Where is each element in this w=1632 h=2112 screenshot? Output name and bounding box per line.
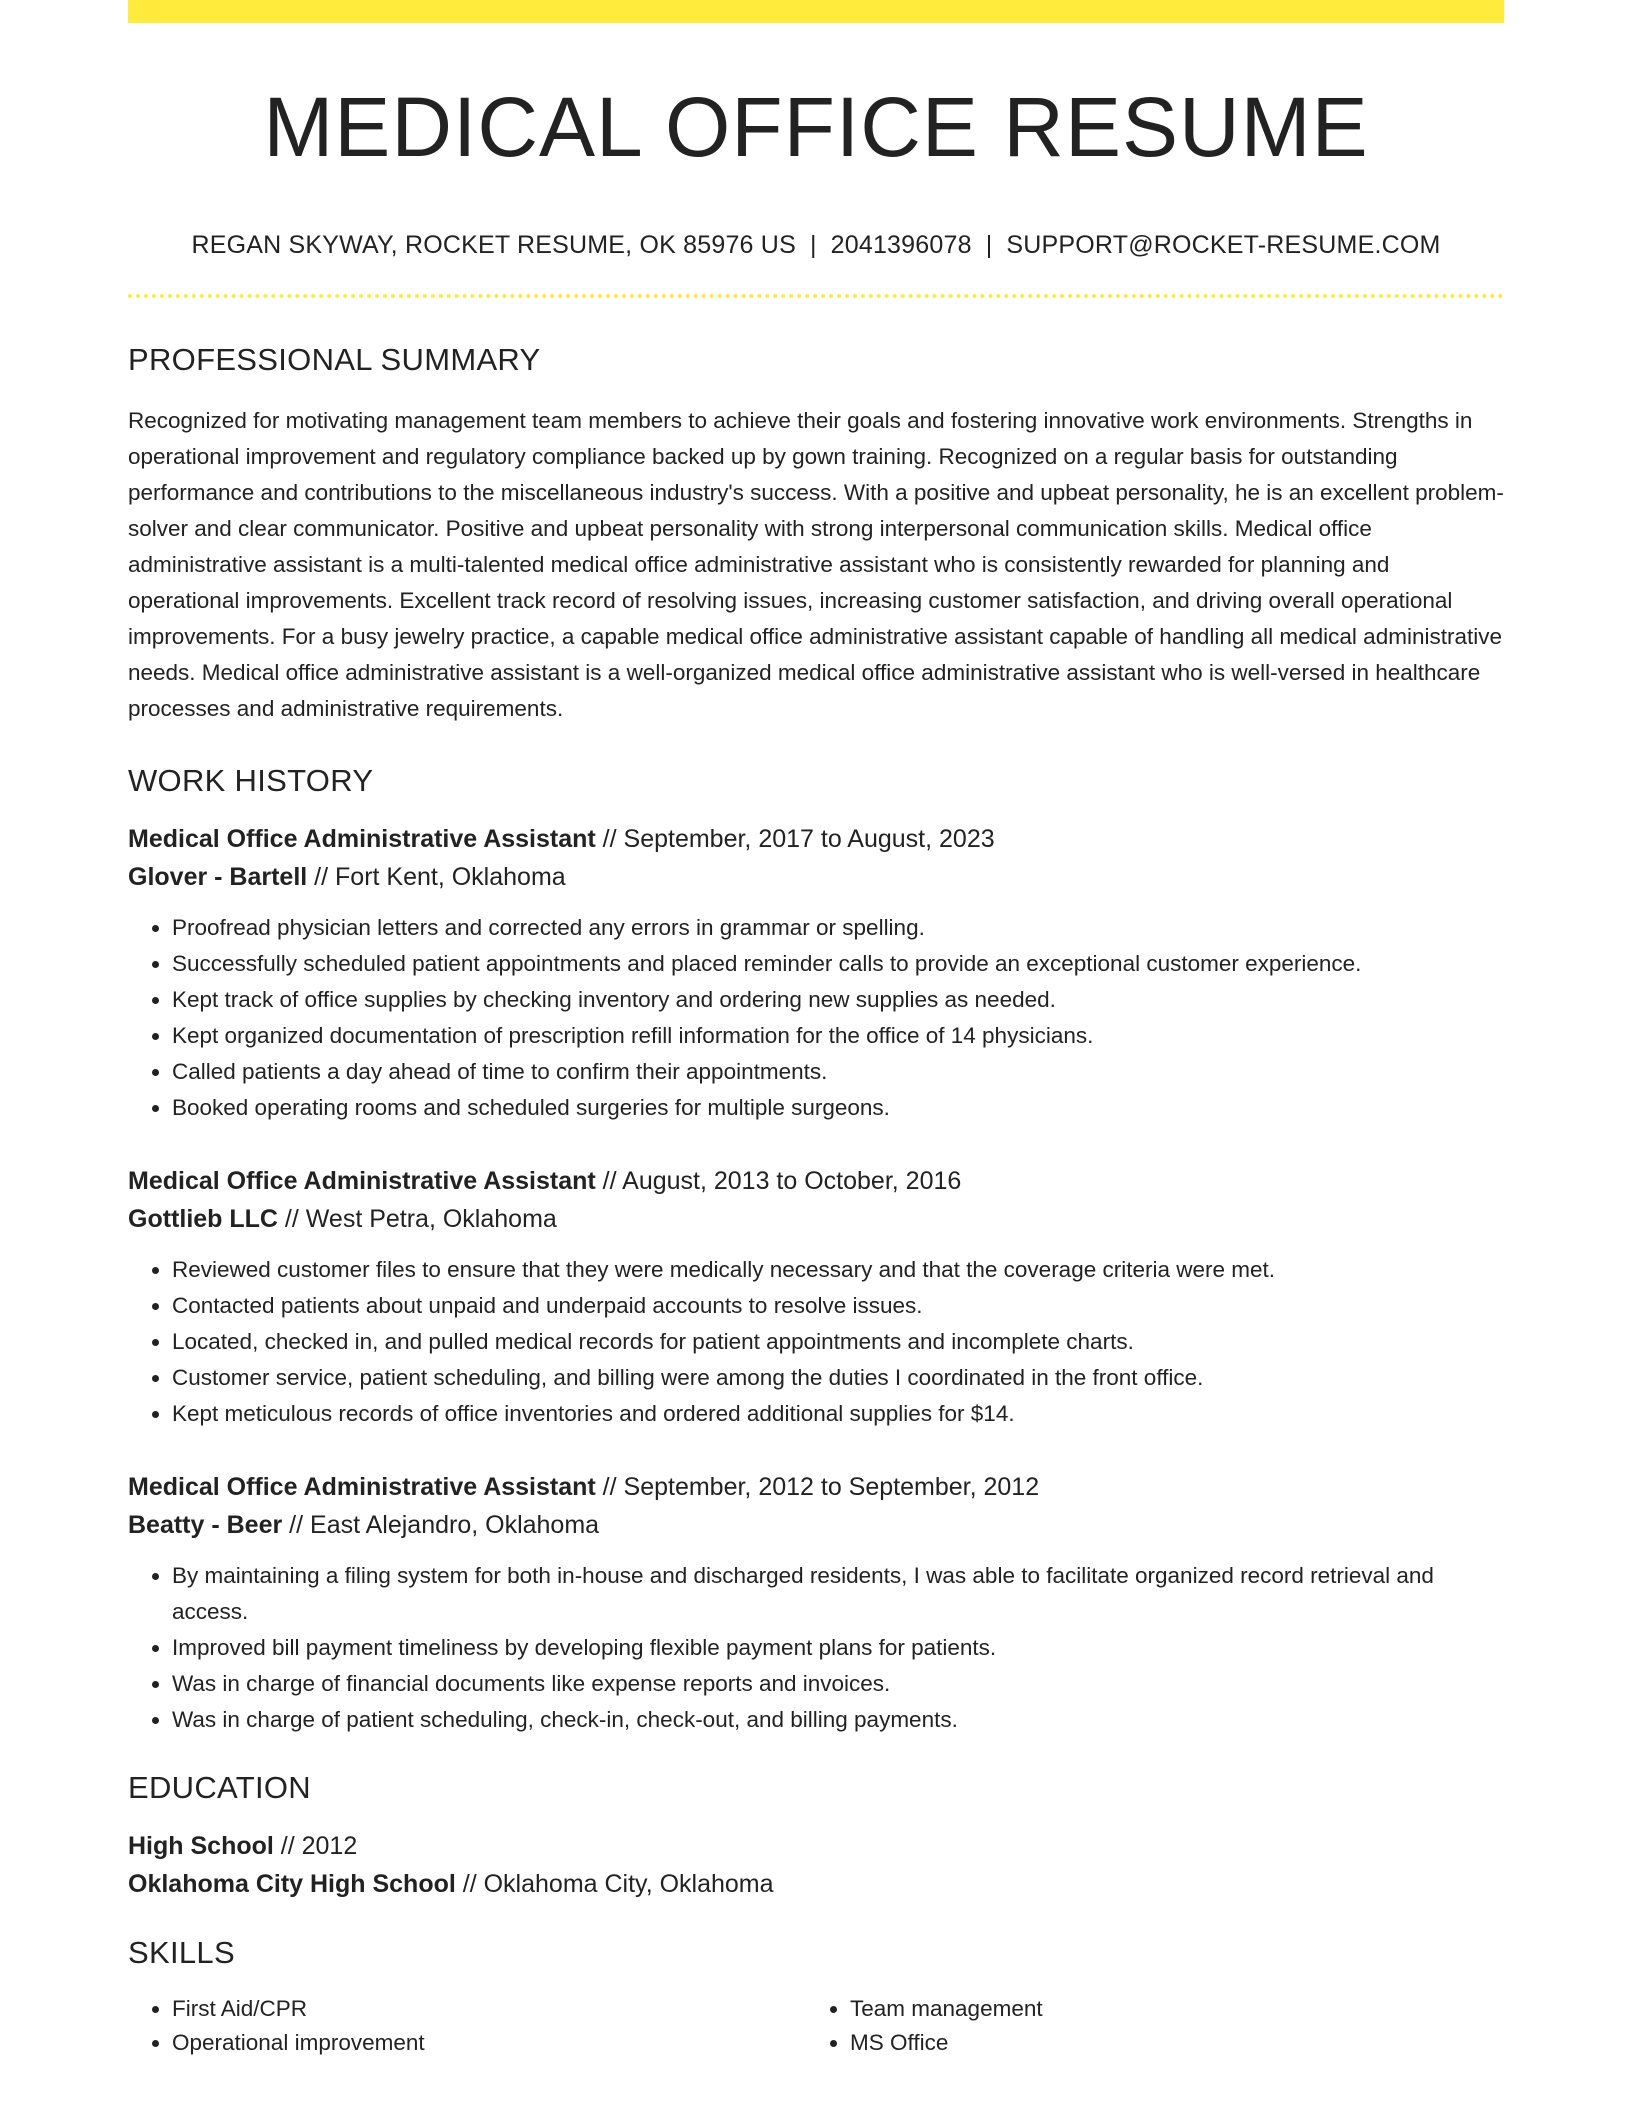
skills-right-list (806, 1992, 1484, 2060)
education-year: // 2012 (273, 1832, 358, 1860)
skills-columns (128, 1992, 1504, 2060)
list-item: • Contacted patients about unpaid and underpaid accounts to resolve issues. (172, 1288, 1504, 1324)
work-history-heading: WORK HISTORY (128, 763, 374, 798)
job-company: Beatty - Beer (128, 1511, 283, 1539)
list-item: • Operational improvement (172, 2026, 806, 2060)
contact-address: REGAN SKYWAY, ROCKET RESUME, OK 85976 US (191, 231, 796, 259)
job-location: // East Alejandro, Oklahoma (282, 1511, 600, 1539)
job-title-line (128, 820, 1504, 858)
list-item: • Reviewed customer files to ensure that they were medically necessary and that the coverage criteria were met. (172, 1252, 1504, 1288)
education-degree: High School (128, 1832, 274, 1860)
education-school: Oklahoma City High School (128, 1870, 456, 1898)
list-item: • Booked operating rooms and scheduled surgeries for multiple surgeons. (172, 1090, 1504, 1126)
job-bullets (128, 1558, 1504, 1738)
list-item: • Was in charge of patient scheduling, check-in, check-out, and billing payments. (172, 1702, 1504, 1738)
job-dates: // September, 2012 to September, 2012 (595, 1473, 1040, 1501)
job-company-line (128, 1200, 1504, 1238)
dotted-divider (128, 294, 1504, 298)
skills-left-list (128, 1992, 806, 2060)
job-company: Gottlieb LLC (128, 1205, 278, 1233)
accent-bar (128, 0, 1504, 23)
skills-heading: SKILLS (128, 1935, 235, 1970)
list-item: • Kept track of office supplies by checking inventory and ordering new supplies as needed. (172, 982, 1504, 1018)
list-item: • Improved bill payment timeliness by developing flexible payment plans for patients. (172, 1630, 1504, 1666)
job-title-line (128, 1162, 1504, 1200)
list-item: • Customer service, patient scheduling, and billing were among the duties I coordinated in the front office. (172, 1360, 1504, 1396)
job-bullets (128, 910, 1504, 1126)
job-bullets (128, 1252, 1504, 1432)
list-item: • Team management (850, 1992, 1484, 2026)
job-entry (128, 820, 1504, 1126)
resume-page (128, 0, 1504, 2060)
job-dates: // September, 2017 to August, 2023 (595, 825, 995, 853)
job-role: Medical Office Administrative Assistant (128, 1167, 596, 1195)
education-heading: EDUCATION (128, 1770, 311, 1805)
list-item: • MS Office (850, 2026, 1484, 2060)
summary-heading: PROFESSIONAL SUMMARY (128, 342, 541, 377)
list-item: • Successfully scheduled patient appointments and placed reminder calls to provide an exceptional customer experience. (172, 946, 1504, 982)
contact-phone: 2041396078 (830, 231, 972, 259)
list-item: • Called patients a day ahead of time to confirm their appointments. (172, 1054, 1504, 1090)
job-company: Glover - Bartell (128, 863, 308, 891)
contact-email: SUPPORT@ROCKET-RESUME.COM (1006, 231, 1441, 259)
job-company-line (128, 1506, 1504, 1544)
job-role: Medical Office Administrative Assistant (128, 825, 596, 853)
job-role: Medical Office Administrative Assistant (128, 1473, 596, 1501)
job-entry (128, 1162, 1504, 1432)
contact-separator: | (985, 231, 993, 259)
contact-separator: | (809, 231, 817, 259)
contact-line (128, 233, 1504, 258)
job-title-line (128, 1468, 1504, 1506)
summary-text: Recognized for motivating management team members to achieve their goals and fostering innovative work environments. Strengths in operational improvement and regulatory compliance backed up by gown training. Recognized on a regular basis for outstanding performance and contributions to the miscellaneous industry's success. With a positive and upbeat personality, he is an excellent problem-solver and clear communicator. Positive and upbeat personality with strong interpersonal communication skills. Medical office administrative assistant is a multi-talented medical office administrative assistant who is consistently rewarded for planning and operational improvements. Excellent track record of resolving issues, increasing customer satisfaction, and driving overall operational improvements. For a busy jewelry practice, a capable medical office administrative assistant capable of handling all medical administrative needs. Medical office administrative assistant is a well-organized medical office administrative assistant who is well-versed in healthcare processes and administrative requirements. (128, 408, 1504, 721)
job-dates: // August, 2013 to October, 2016 (595, 1167, 962, 1195)
list-item: • Was in charge of financial documents like expense reports and invoices. (172, 1666, 1504, 1702)
list-item: • Proofread physician letters and corrected any errors in grammar or spelling. (172, 910, 1504, 946)
list-item: • Kept meticulous records of office inventories and ordered additional supplies for $14. (172, 1396, 1504, 1432)
job-location: // Fort Kent, Oklahoma (307, 863, 566, 891)
education-location: // Oklahoma City, Oklahoma (455, 1870, 774, 1898)
list-item: • First Aid/CPR (172, 1992, 806, 2026)
job-location: // West Petra, Oklahoma (277, 1205, 557, 1233)
list-item: • Kept organized documentation of prescription refill information for the office of 14 physicians. (172, 1018, 1504, 1054)
education-entry (128, 1827, 1504, 1903)
job-entry (128, 1468, 1504, 1738)
list-item: • Located, checked in, and pulled medical records for patient appointments and incomplete charts. (172, 1324, 1504, 1360)
list-item: • By maintaining a filing system for both in-house and discharged residents, I was able to facilitate organized record retrieval and access. (172, 1558, 1504, 1630)
education-school-line (128, 1865, 1504, 1903)
job-company-line (128, 858, 1504, 896)
resume-title: MEDICAL OFFICE RESUME (263, 80, 1369, 174)
education-degree-line (128, 1827, 1504, 1865)
